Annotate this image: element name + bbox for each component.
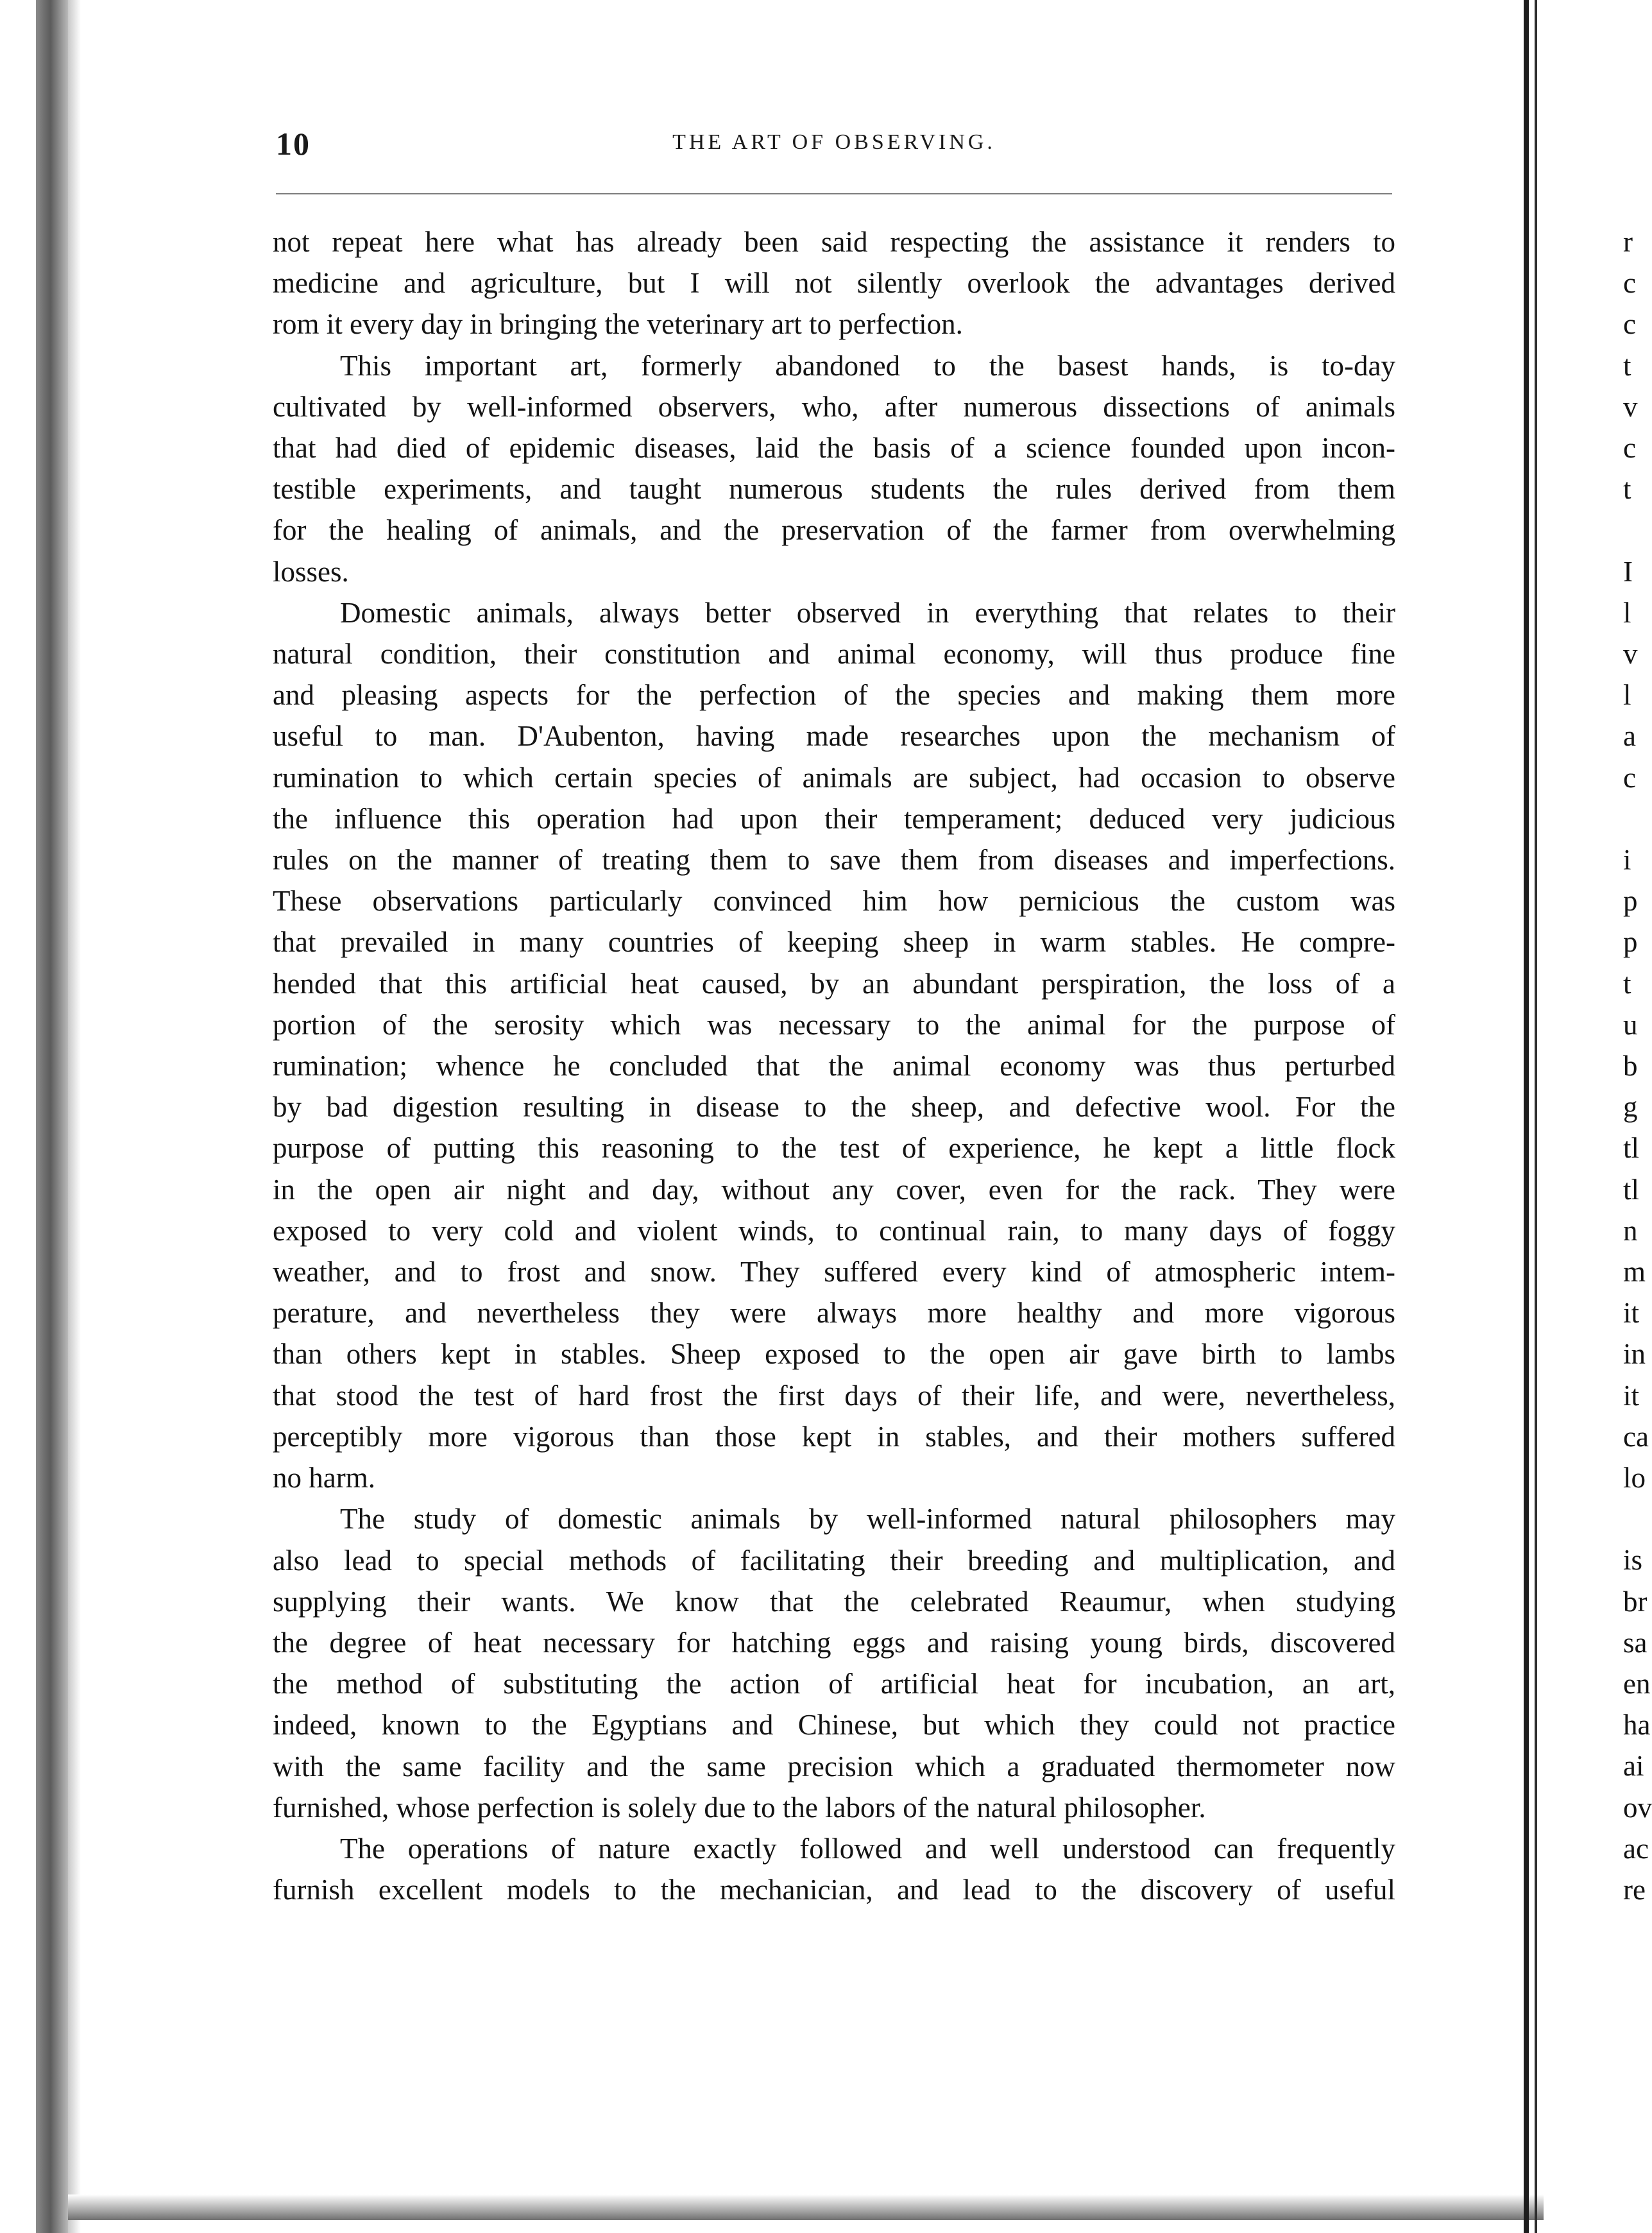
text-line: perceptibly more vigorous than those kept in stables, and their mothers suffered [273,1420,1395,1453]
scan-left-edge [36,0,68,2233]
text-line: indeed, known to the Egyptians and Chinese, but which they could not practice [273,1709,1395,1741]
facing-page-fragment [1623,221,1652,2211]
text-line: The operations of nature exactly followed and well understood can frequently [340,1832,1395,1865]
facing-page-text: a [1623,720,1636,753]
text-line: that stood the test of hard frost the first days of their life, and were, nevertheless, [273,1379,1395,1412]
text-line: not repeat here what has already been said respecting the assistance it renders to [273,226,1395,258]
facing-page-text: ca [1623,1420,1649,1453]
facing-page-text: en [1623,1668,1651,1700]
facing-page-text: it [1623,1379,1640,1412]
text-line: Domestic animals, always better observed in everything that relates to their [340,596,1395,629]
text-line: that had died of epidemic diseases, laid the basis of a science founded upon incon- [273,432,1395,465]
text-line: also lead to special methods of facilitating their breeding and multiplication, and [273,1544,1395,1577]
running-head: THE ART OF OBSERVING. [672,130,996,154]
text-line: losses. [273,555,349,588]
facing-page-text: c [1623,267,1636,300]
text-line: with the same facility and the same precision which a graduated thermometer now [273,1750,1395,1783]
header-rule [276,193,1392,194]
text-line: weather, and to frost and snow. They suffered every kind of atmospheric intem- [273,1256,1395,1288]
facing-page-text: m [1623,1256,1646,1288]
text-line: medicine and agriculture, but I will not silently overlook the advantages derived [273,267,1395,300]
facing-page-text: l [1623,679,1631,712]
facing-page-text: n [1623,1214,1638,1247]
facing-page-text: p [1623,926,1638,959]
facing-page-text: l [1623,596,1631,629]
text-line: This important art, formerly abandoned to the basest hands, is to-day [340,349,1395,382]
facing-page-text: p [1623,885,1638,918]
text-line: rumination; whence he concluded that the animal economy was thus perturbed [273,1050,1395,1082]
text-line: useful to man. D'Aubenton, having made researches upon the mechanism of [273,720,1395,753]
facing-page-text: ac [1623,1832,1649,1865]
text-line: natural condition, their constitution and animal economy, will thus produce fine [273,638,1395,671]
page-number: 10 [276,126,311,162]
facing-page-text: lo [1623,1462,1646,1494]
facing-page-text: b [1623,1050,1638,1082]
facing-page-text: it [1623,1297,1640,1330]
text-line: that prevailed in many countries of keeping sheep in warm stables. He compre- [273,926,1395,959]
body-text [273,221,1395,1910]
facing-page-text: I [1623,555,1633,588]
facing-page-text: g [1623,1091,1638,1124]
facing-page-text: ov [1623,1791,1652,1824]
text-line: furnished, whose perfection is solely due to the labors of the natural philosopher. [273,1791,1206,1824]
facing-page-text: v [1623,390,1638,423]
text-line: the degree of heat necessary for hatching eggs and raising young birds, discovered [273,1626,1395,1659]
text-line: exposed to very cold and violent winds, to continual rain, to many days of foggy [273,1214,1395,1247]
text-line: The study of domestic animals by well-informed natural philosophers may [340,1503,1395,1536]
page-binding-shadow [68,0,81,2233]
page-gutter-inner [1535,0,1537,2233]
facing-page-text: tl [1623,1132,1640,1165]
facing-page-text: t [1623,349,1631,382]
facing-page-text: sa [1623,1626,1648,1659]
text-line: and pleasing aspects for the perfection of the species and making them more [273,679,1395,712]
facing-page-text: re [1623,1874,1646,1906]
text-line: for the healing of animals, and the preservation of the farmer from overwhelming [273,514,1395,547]
text-line: in the open air night and day, without any cover, even for the rack. They were [273,1173,1395,1206]
scan-bottom-edge [68,2194,1544,2220]
facing-page-text: c [1623,432,1636,464]
text-line: furnish excellent models to the mechanician, and lead to the discovery of useful [273,1874,1395,1906]
text-line: rumination to which certain species of animals are subject, had occasion to observe [273,761,1395,794]
text-line: no harm. [273,1462,375,1494]
facing-page-text: u [1623,1008,1638,1041]
text-line: by bad digestion resulting in disease to the sheep, and defective wool. For the [273,1091,1395,1124]
facing-page-text: c [1623,308,1636,341]
facing-page-text: is [1623,1544,1643,1577]
text-line: portion of the serosity which was necessary to the animal for the purpose of [273,1008,1395,1041]
text-line: cultivated by well-informed observers, who, after numerous dissections of animals [273,390,1395,423]
facing-page-text: t [1623,473,1631,506]
page-header [276,125,1392,164]
page-gutter [1524,0,1529,2233]
text-line: perature, and nevertheless they were always more healthy and more vigorous [273,1297,1395,1330]
text-line: rom it every day in bringing the veterinary art to perfection. [273,308,963,341]
facing-page-text: c [1623,761,1636,794]
facing-page-text: in [1623,1338,1646,1371]
text-line: These observations particularly convinced him how pernicious the custom was [273,885,1395,918]
text-line: testible experiments, and taught numerous students the rules derived from them [273,473,1395,506]
text-line: rules on the manner of treating them to save them from diseases and imperfections. [273,844,1395,877]
facing-page-text: br [1623,1585,1648,1618]
facing-page-text: r [1623,226,1633,258]
facing-page-text: ha [1623,1709,1651,1741]
text-line: purpose of putting this reasoning to the test of experience, he kept a little flock [273,1132,1395,1165]
text-line: supplying their wants. We know that the celebrated Reaumur, when studying [273,1585,1395,1618]
facing-page-text: t [1623,967,1631,1000]
facing-page-text: i [1623,844,1631,876]
text-line: than others kept in stables. Sheep exposed to the open air gave birth to lambs [273,1338,1395,1371]
facing-page-text: ai [1623,1750,1644,1783]
text-line: the method of substituting the action of artificial heat for incubation, an art, [273,1668,1395,1700]
text-line: the influence this operation had upon their temperament; deduced very judicious [273,802,1395,835]
facing-page-text: tl [1623,1173,1640,1206]
text-line: hended that this artificial heat caused, by an abundant perspiration, the loss of a [273,967,1395,1000]
facing-page-text: v [1623,638,1638,670]
